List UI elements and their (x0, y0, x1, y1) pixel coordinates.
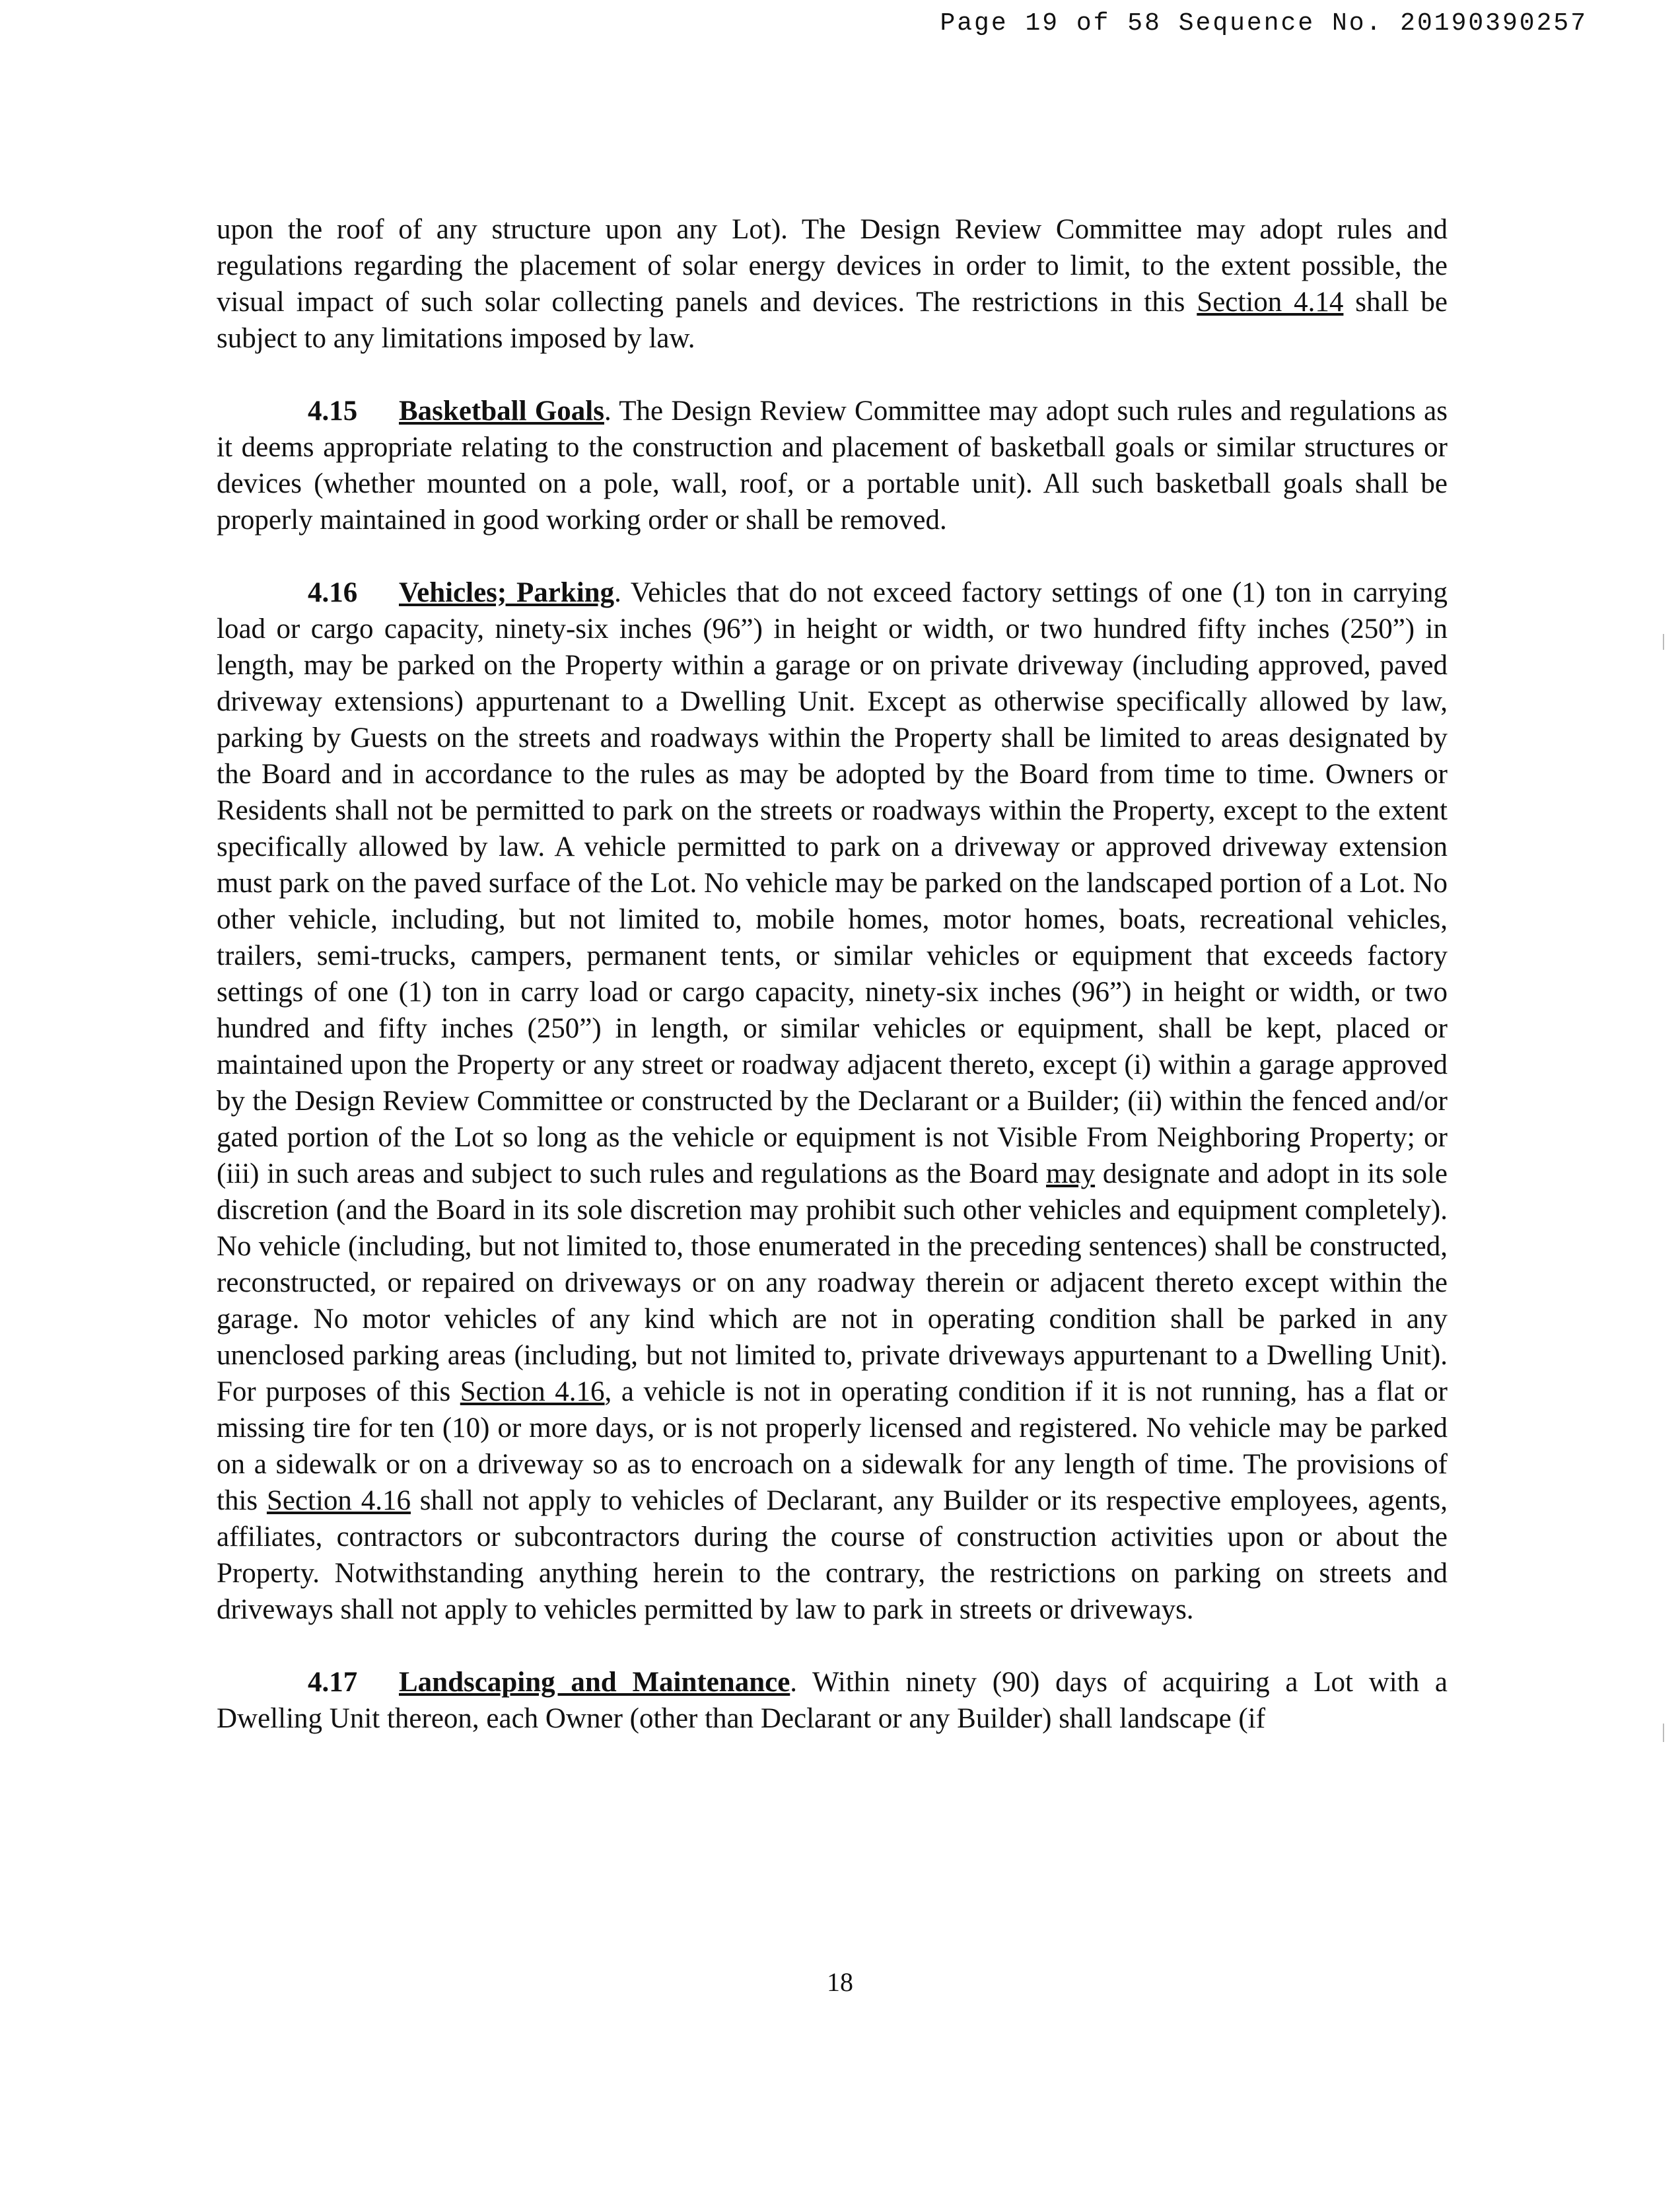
paragraph-text: , a vehicle is not in operating condition if it is not running, has a flat or missing tire for ten (10) or more days, or is not properly licensed and registered. No vehicle may be parked on a sidewalk or on a driveway so as to encroach on a sidewalk for any length of time. The provisions of this (217, 1376, 1448, 1516)
section-4-17 (217, 1664, 1448, 1737)
section-reference: Section 4.16 (266, 1485, 411, 1516)
section-heading: Basketball Goals (399, 396, 604, 427)
scan-edge-mark (1663, 634, 1664, 650)
paragraph-continuation (217, 211, 1448, 357)
paragraph-text: upon the roof of any structure upon any Lot). The Design Review Committee may adopt rules and regulations regarding the placement of solar energy devices in order to limit, to the extent possible, the visual impact of such solar collecting panels and devices. The restrictions in this (217, 214, 1448, 318)
paragraph-text: shall not apply to vehicles of Declarant, any Builder or its respective employees, agents, affiliates, contractors or subcontractors during the course of construction activities upon or about the Property. Notwithstanding anything herein to the contrary, the restrictions on parking on streets and driveways shall not apply to vehicles permitted by law to park in streets or driveways. (217, 1485, 1448, 1625)
scan-edge-mark (1663, 1724, 1664, 1742)
page-sequence-header: Page 19 of 58 Sequence No. 20190390257 (940, 9, 1588, 38)
document-body (217, 211, 1448, 1773)
section-4-16 (217, 575, 1448, 1628)
paragraph-text: designate and adopt in its sole discretion (and the Board in its sole discretion may prohibit such other vehicles and equipment completely). No vehicle (including, but not limited to, those enumerated in the preceding sentences) shall be constructed, reconstructed, or repaired on driveways or on any roadway therein or adjacent thereto except within the garage. No motor vehicles of any kind which are not in operating condition shall be parked in any unenclosed parking areas (including, but not limited to, private driveways appurtenant to a Dwelling Unit). For purposes of this (217, 1158, 1448, 1407)
section-4-15 (217, 393, 1448, 538)
paragraph-text: . The Design Review Committee may adopt such rules and regulations as it deems appropriate relating to the construction and placement of basketball goals or similar structures or devices (whether mounted on a pole, wall, roof, or a portable unit). All such basketball goals shall be properly maintained in good working order or shall be removed. (217, 396, 1448, 536)
section-heading: Landscaping and Maintenance (399, 1667, 790, 1698)
section-number: 4.15 (308, 396, 358, 427)
section-reference: Section 4.14 (1197, 287, 1344, 318)
paragraph-text: shall be subject to any limitations imposed by law. (217, 287, 1448, 354)
paragraph-text: . Within ninety (90) days of acquiring a Lot with a Dwelling Unit thereon, each Owner (other than Declarant or any Builder) shall landscape (if (217, 1667, 1448, 1734)
section-number: 4.16 (308, 577, 358, 608)
underlined-word: may (1046, 1158, 1096, 1189)
section-reference: Section 4.16 (460, 1376, 605, 1407)
section-heading: Vehicles; Parking (399, 577, 615, 608)
paragraph-text: . Vehicles that do not exceed factory settings of one (1) ton in carrying load or cargo capacity, ninety-six inches (96”) in height or width, or two hundred fifty inches (250”) in length, may be parked on the Property within a garage or on private driveway (including approved, paved driveway extensions) appurtenant to a Dwelling Unit. Except as otherwise specifically allowed by law, parking by Guests on the streets and roadways within the Property shall be limited to areas designated by the Board and in accordance to the rules as may be adopted by the Board from time to time. Owners or Residents shall not be permitted to park on the streets or roadways within the Property, except to the extent specifically allowed by law. A vehicle permitted to park on a driveway or approved driveway extension must park on the paved surface of the Lot. No vehicle may be parked on the landscaped portion of a Lot. No other vehicle, including, but not limited to, mobile homes, motor homes, boats, recreational vehicles, trailers, semi-trucks, campers, permanent tents, or similar vehicles or equipment that exceeds factory settings of one (1) ton in carry load or cargo capacity, ninety-six inches (96”) in height or width, or two hundred and fifty inches (250”) in length, or similar vehicles or equipment, shall be kept, placed or maintained upon the Property or any street or roadway adjacent thereto, except (i) within a garage approved by the Design Review Committee or constructed by the Declarant or a Builder; (ii) within the fenced and/or gated portion of the Lot so long as the vehicle or equipment is not Visible From Neighboring Property; or (iii) in such areas and subject to such rules and regulations as the Board (217, 577, 1448, 1189)
page-number-footer: 18 (827, 1967, 853, 1997)
section-number: 4.17 (308, 1667, 358, 1698)
